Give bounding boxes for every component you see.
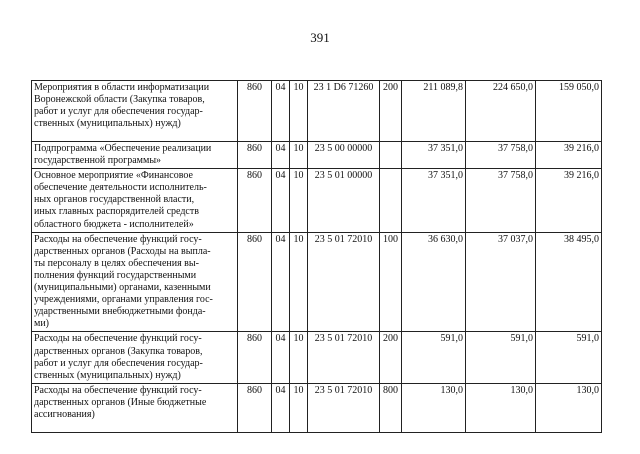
item-name-line: Подпрограмма «Обеспечение реализации <box>34 143 212 154</box>
item-name-line: ассигнования) <box>34 408 95 420</box>
section-code-cell: 04 <box>272 332 290 383</box>
table-row <box>32 81 602 142</box>
ministry-code-cell: 860 <box>238 232 272 332</box>
item-name-line: Расходы на обеспечение функций госу- <box>34 333 202 345</box>
budget-table <box>31 80 602 433</box>
item-name-line: обеспечение деятельности исполнитель- <box>34 182 207 194</box>
item-name-line: ственных (муниципальных) нужд) <box>34 118 181 130</box>
amount-year1-cell: 37 351,0 <box>402 169 466 232</box>
target-article-cell: 23 5 01 72010 <box>308 332 380 383</box>
amount-year1-cell: 211 089,8 <box>402 81 466 142</box>
item-name-line: Расходы на обеспечение функций госу- <box>34 384 202 396</box>
item-name-line: дарственных органов (Иные бюджетные <box>34 396 207 408</box>
item-name-line: областного бюджета - исполнителей» <box>34 218 194 230</box>
item-name-cell <box>32 332 238 383</box>
item-name-cell <box>32 383 238 432</box>
section-code-cell: 04 <box>272 169 290 232</box>
target-article-cell: 23 5 01 72010 <box>308 232 380 332</box>
amount-year3-cell: 159 050,0 <box>536 81 602 142</box>
amount-year2-cell: 591,0 <box>466 332 536 383</box>
item-name-cell <box>32 81 238 142</box>
item-name-line: ты персоналу в целях обеспечения вы- <box>34 257 199 269</box>
section-code-cell: 04 <box>272 383 290 432</box>
item-name-line: дарственных органов (Закупка товаров, <box>34 345 203 357</box>
amount-year1-cell: 130,0 <box>402 383 466 432</box>
table-row <box>32 142 602 169</box>
item-name-line: учреждениями, органами управления гос- <box>34 294 213 306</box>
item-name-cell <box>32 142 238 169</box>
target-article-cell: 23 1 D6 71260 <box>308 81 380 142</box>
target-article-cell: 23 5 01 00000 <box>308 169 380 232</box>
subsection-code-cell: 10 <box>290 232 308 332</box>
subsection-code-cell: 10 <box>290 169 308 232</box>
subsection-code-cell: 10 <box>290 383 308 432</box>
amount-year3-cell: 39 216,0 <box>536 142 602 169</box>
expense-type-cell <box>380 169 402 232</box>
table-row <box>32 232 602 332</box>
subsection-code-cell: 10 <box>290 142 308 169</box>
item-name-line: ственных (муниципальных) нужд) <box>34 369 181 381</box>
amount-year3-cell: 38 495,0 <box>536 232 602 332</box>
subsection-code-cell: 10 <box>290 332 308 383</box>
item-name-line: иных главных распорядителей средств <box>34 206 199 218</box>
item-name-line: Воронежской области (Закупка товаров, <box>34 94 205 106</box>
item-name-line: работ и услуг для обеспечения государ- <box>34 357 203 369</box>
item-name-line: полнения функций государственными <box>34 269 197 281</box>
expense-type-cell: 200 <box>380 332 402 383</box>
amount-year3-cell: 130,0 <box>536 383 602 432</box>
amount-year2-cell: 37 037,0 <box>466 232 536 332</box>
target-article-cell: 23 5 01 72010 <box>308 383 380 432</box>
item-name-cell <box>32 169 238 232</box>
item-name-line: Мероприятия в области информатизации <box>34 82 210 93</box>
ministry-code-cell: 860 <box>238 332 272 383</box>
item-name-line: (муниципальными) органами, казенными <box>34 282 211 294</box>
expense-type-cell: 800 <box>380 383 402 432</box>
amount-year1-cell: 36 630,0 <box>402 232 466 332</box>
table-row <box>32 383 602 432</box>
item-name-line: Расходы на обеспечение функций госу- <box>34 233 202 245</box>
ministry-code-cell: 860 <box>238 383 272 432</box>
table-row <box>32 332 602 383</box>
item-name-line: ных органов государственной власти, <box>34 194 195 206</box>
item-name-cell <box>32 232 238 332</box>
subsection-code-cell: 10 <box>290 81 308 142</box>
target-article-cell: 23 5 00 00000 <box>308 142 380 169</box>
section-code-cell: 04 <box>272 81 290 142</box>
amount-year2-cell: 37 758,0 <box>466 142 536 169</box>
amount-year2-cell: 37 758,0 <box>466 169 536 232</box>
table-row <box>32 169 602 232</box>
item-name-line: дарственных органов (Расходы на выпла- <box>34 245 211 257</box>
expense-type-cell: 200 <box>380 81 402 142</box>
table-body <box>32 81 602 433</box>
section-code-cell: 04 <box>272 232 290 332</box>
amount-year3-cell: 39 216,0 <box>536 169 602 232</box>
item-name-line: ударственными внебюджетными фонда- <box>34 306 206 318</box>
expense-type-cell: 100 <box>380 232 402 332</box>
amount-year3-cell: 591,0 <box>536 332 602 383</box>
item-name-line: работ и услуг для обеспечения государ- <box>34 106 203 118</box>
amount-year2-cell: 224 650,0 <box>466 81 536 142</box>
expense-type-cell <box>380 142 402 169</box>
ministry-code-cell: 860 <box>238 81 272 142</box>
item-name-line: Основное мероприятие «Финансовое <box>34 170 193 182</box>
page-number: 391 <box>310 30 330 45</box>
ministry-code-cell: 860 <box>238 142 272 169</box>
section-code-cell: 04 <box>272 142 290 169</box>
item-name-line: государственной программы» <box>34 155 162 167</box>
ministry-code-cell: 860 <box>238 169 272 232</box>
amount-year2-cell: 130,0 <box>466 383 536 432</box>
amount-year1-cell: 591,0 <box>402 332 466 383</box>
amount-year1-cell: 37 351,0 <box>402 142 466 169</box>
item-name-line: ми) <box>34 318 50 330</box>
